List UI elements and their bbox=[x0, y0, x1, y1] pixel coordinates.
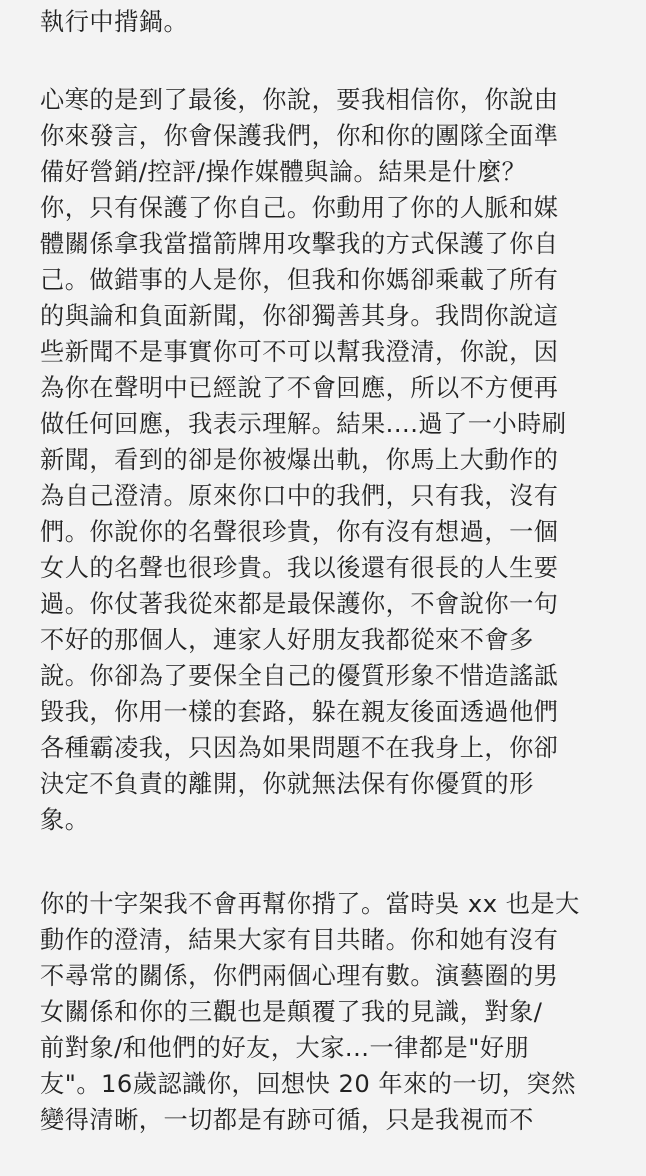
text-line: 前對象/和他們的好友，大家...一律都是"好朋 bbox=[40, 1034, 530, 1062]
text-line: 不好的那個人，連家人好朋友我都從來不會多 bbox=[40, 626, 534, 654]
text-line: 不尋常的關係，你們兩個心理有數。演藝圈的男 bbox=[40, 962, 559, 990]
text-line: 執行中揹鍋。 bbox=[40, 8, 189, 36]
text-line: 決定不負責的離開，你就無法保有你優質的形 bbox=[40, 770, 534, 798]
text-line: 女關係和你的三觀也是顛覆了我的見識，對象/ bbox=[40, 998, 543, 1026]
text-line: 各種霸凌我，只因為如果問題不在我身上，你卻 bbox=[40, 734, 559, 762]
text-line: 備好營銷/控評/操作媒體與論。結果是什麼？ bbox=[40, 158, 527, 186]
text-line: 說。你卻為了要保全自己的優質形象不惜造謠詆 bbox=[40, 662, 559, 690]
text-line: 象。 bbox=[40, 806, 90, 834]
text-line: 做任何回應，我表示理解。結果....過了一小時刷 bbox=[40, 410, 567, 438]
text-line: 女人的名聲也很珍貴。我以後還有很長的人生要 bbox=[40, 554, 559, 582]
text-line: 些新聞不是事實你可不可以幫我澄清，你說，因 bbox=[40, 338, 559, 366]
text-line: 你的十字架我不會再幫你揹了。當時吳 xx 也是大 bbox=[40, 890, 580, 918]
text-line: 己。做錯事的人是你，但我和你媽卻乘載了所有 bbox=[40, 266, 559, 294]
text-line: 體關係拿我當擋箭牌用攻擊我的方式保護了你自 bbox=[40, 230, 559, 258]
text-line: 們。你說你的名聲很珍貴，你有沒有想過，一個 bbox=[40, 518, 559, 546]
text-line: 為自己澄清。原來你口中的我們，只有我，沒有 bbox=[40, 482, 559, 510]
text-line: 新聞，看到的卻是你被爆出軌，你馬上大動作的 bbox=[40, 446, 559, 474]
text-line: 動作的澄清，結果大家有目共睹。你和她有沒有 bbox=[40, 926, 559, 954]
text-line: 心寒的是到了最後，你說，要我相信你，你說由 bbox=[40, 86, 559, 114]
text-line: 友"。16歲認識你，回想快 20 年來的一切，突然 bbox=[40, 1070, 576, 1098]
text-line: 過。你仗著我從來都是最保護你，不會說你一句 bbox=[40, 590, 559, 618]
text-line: 變得清晰，一切都是有跡可循，只是我視而不 bbox=[40, 1106, 534, 1134]
text-line: 的與論和負面新聞，你卻獨善其身。我問你說這 bbox=[40, 302, 559, 330]
text-line: 你來發言，你會保護我們，你和你的團隊全面準 bbox=[40, 122, 559, 150]
text-line: 你，只有保護了你自己。你動用了你的人脈和媒 bbox=[40, 194, 559, 222]
text-line: 為你在聲明中已經說了不會回應，所以不方便再 bbox=[40, 374, 559, 402]
text-line: 毀我，你用一樣的套路，躲在親友後面透過他們 bbox=[40, 698, 559, 726]
